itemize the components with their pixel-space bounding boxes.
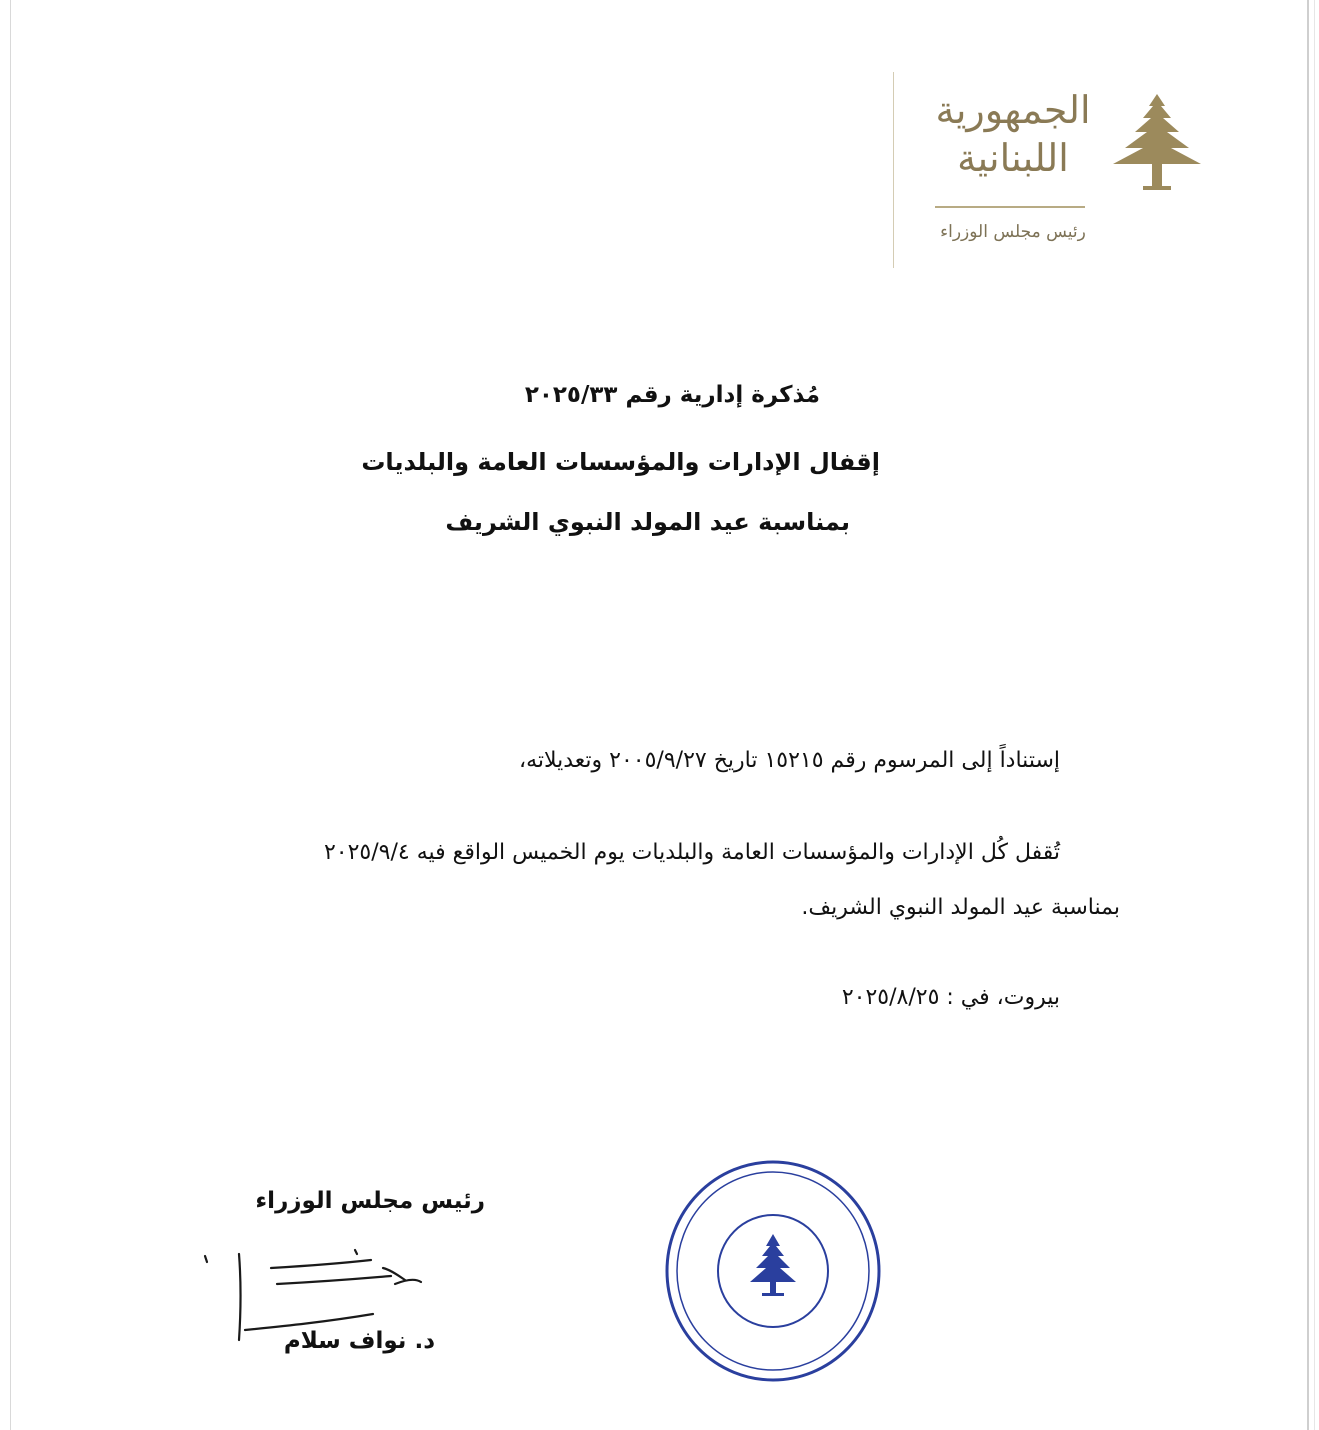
decree-text: تُقفل كُل الإدارات والمؤسسات العامة والبلديات يوم الخميس الواقع فيه ٢٠٢٥/٩/٤ (323, 840, 1060, 865)
signer-title: رئيس مجلس الوزراء (255, 1188, 485, 1214)
letterhead (893, 72, 1223, 268)
official-seal (662, 1158, 884, 1384)
memo-subject: بمناسبة عيد المولد النبوي الشريف (445, 508, 850, 536)
memo-title: مُذكرة إدارية رقم ٢٠٢٥/٣٣ (524, 382, 820, 408)
memo-subject: إقفال الإدارات والمؤسسات العامة والبلديات (361, 448, 880, 476)
letterhead-republic: الجمهورية اللبنانية (935, 88, 1091, 180)
page-edge (1307, 0, 1309, 1430)
legal-basis: إستناداً إلى المرسوم رقم ١٥٢١٥ تاريخ ٢٠٠٥/٩/٢٧ وتعديلاته، (518, 748, 1060, 773)
signer-name: د. نواف سلام (283, 1328, 435, 1354)
letterhead-office: رئيس مجلس الوزراء (940, 222, 1086, 242)
decree-text: بمناسبة عيد المولد النبوي الشريف. (801, 895, 1120, 920)
page-edge (10, 0, 11, 1430)
place-date: بيروت، في : ٢٠٢٥/٨/٢٥ (841, 985, 1060, 1010)
cedar-icon (1101, 90, 1213, 194)
letterhead-underline (935, 206, 1085, 208)
page-edge (1314, 0, 1315, 1430)
letterhead-divider (893, 72, 894, 268)
